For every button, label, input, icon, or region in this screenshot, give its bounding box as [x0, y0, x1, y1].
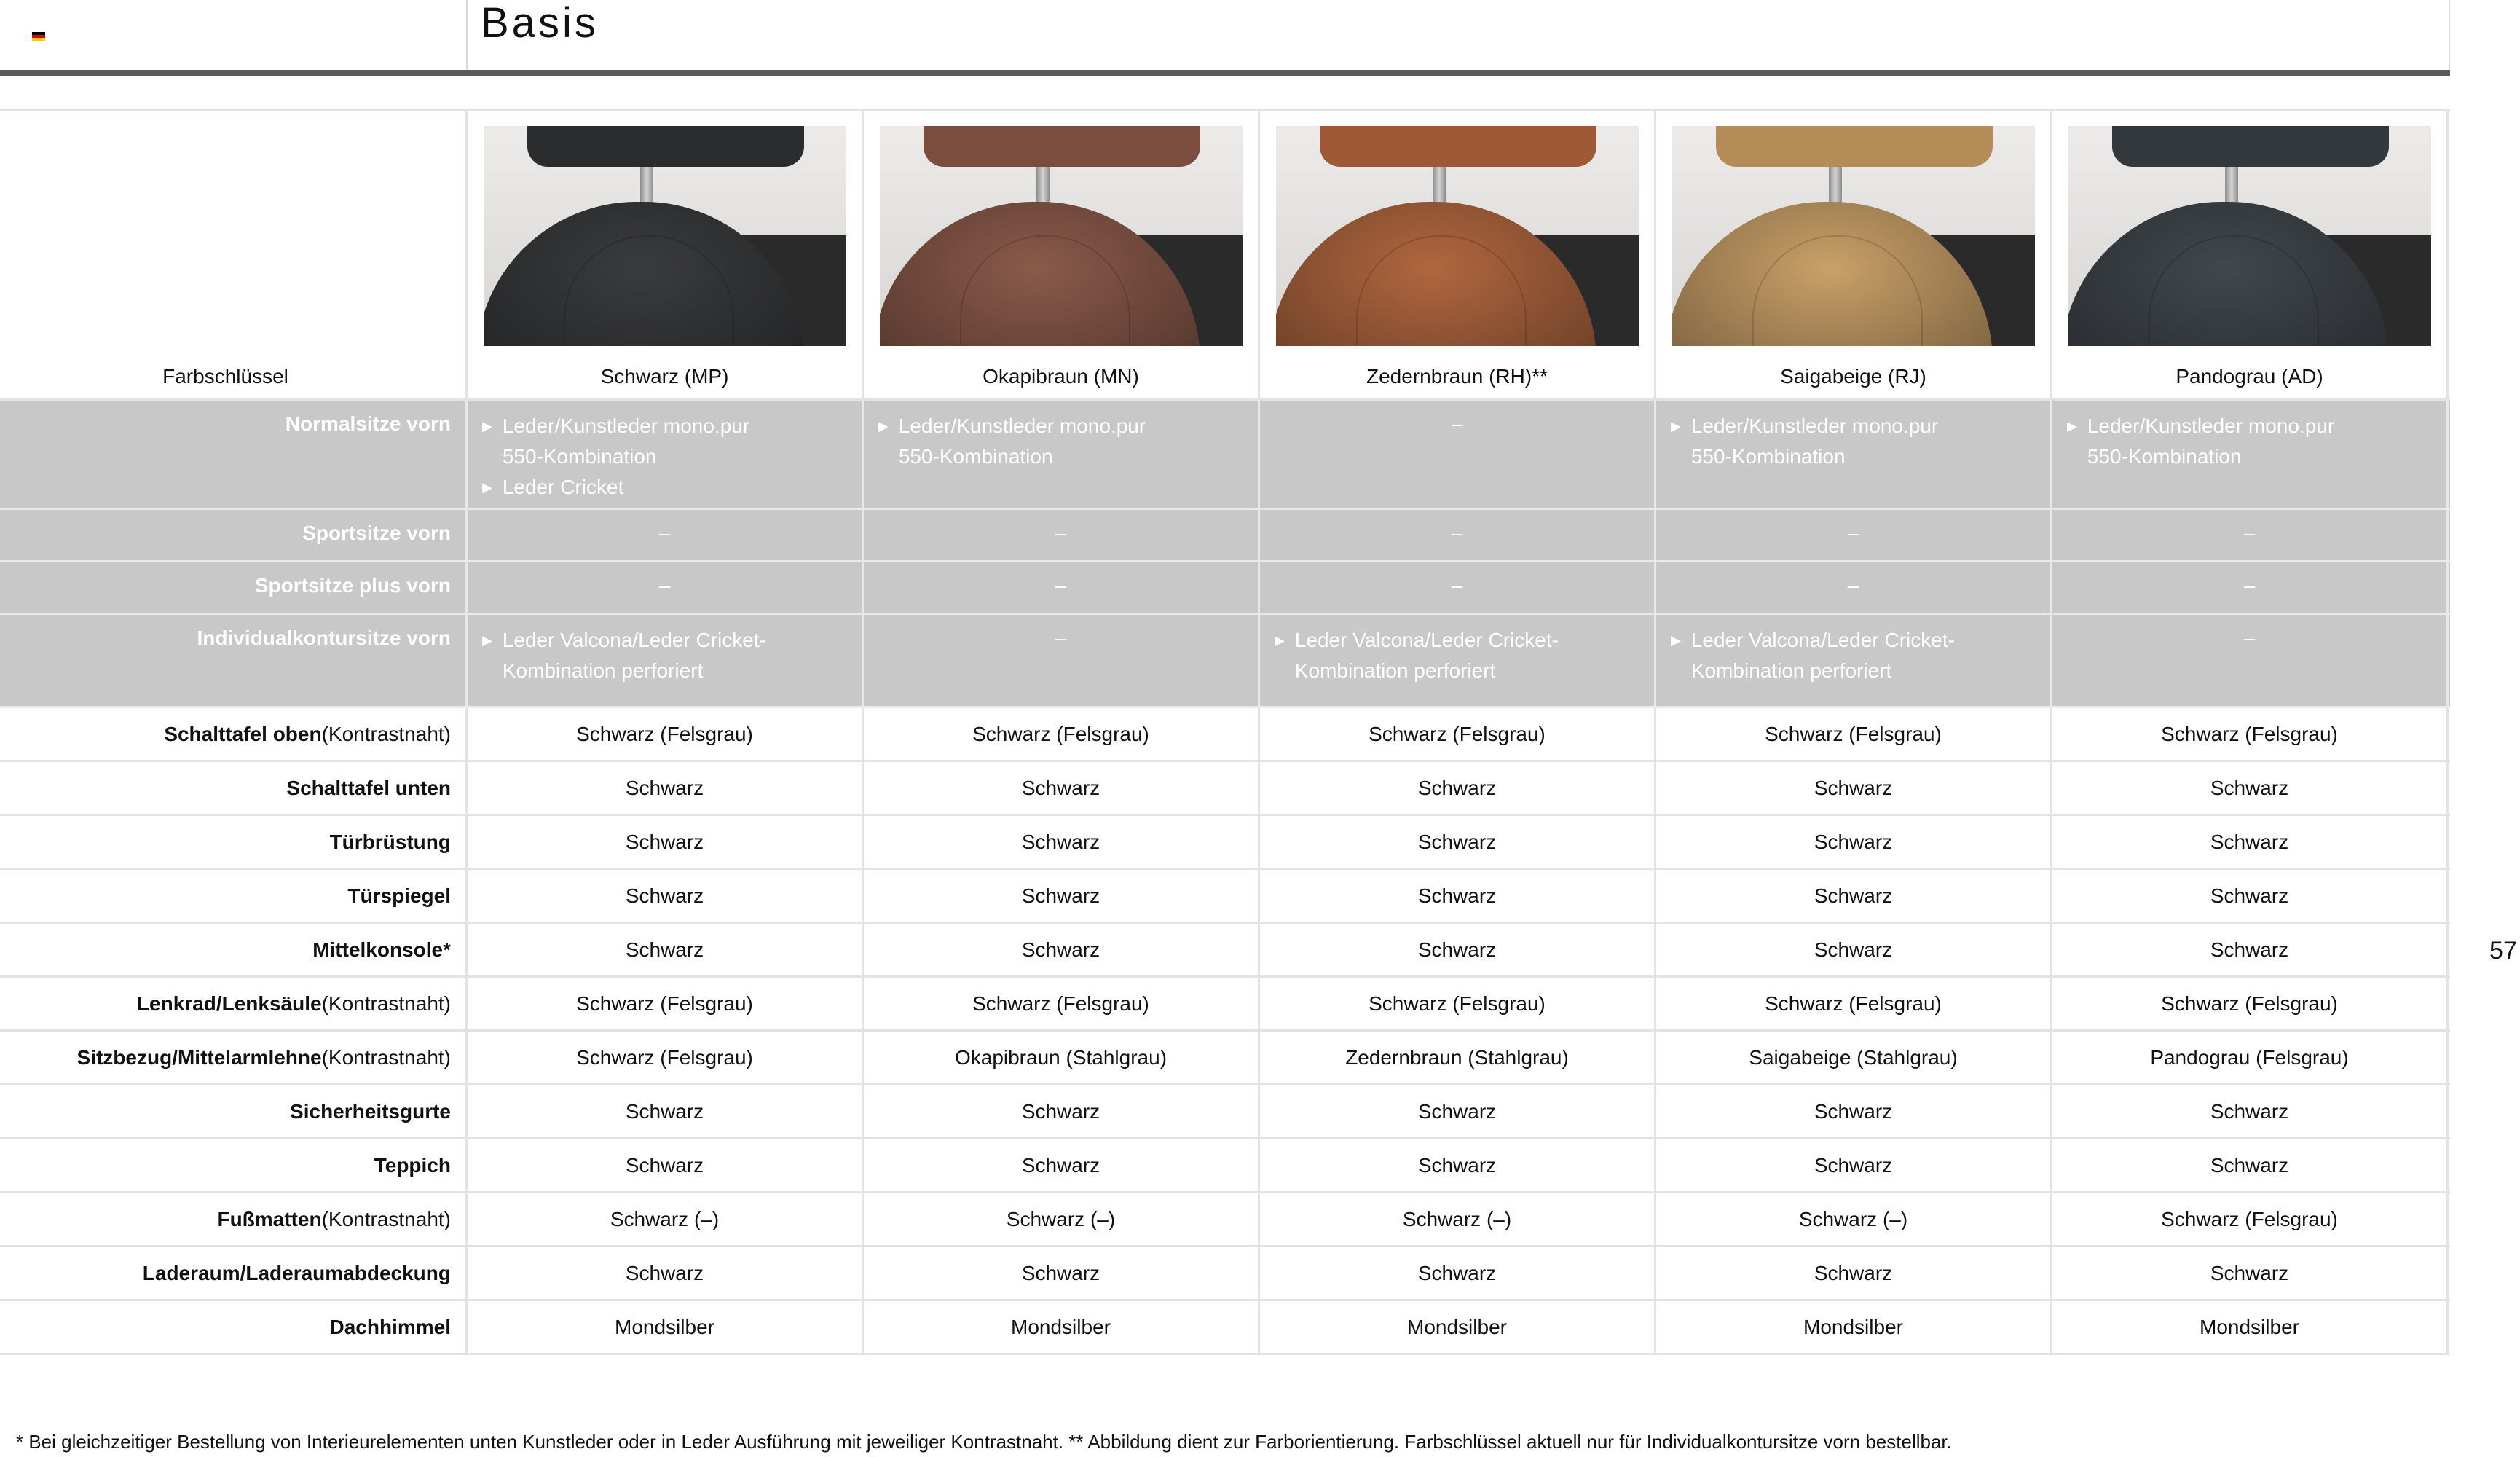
- bullet-text: Leder/Kunstleder mono.pur: [502, 415, 750, 437]
- bullet-text: Kombination perforiert: [1294, 659, 1496, 682]
- bullet-text: Leder Valcona/Leder Cricket-: [1690, 629, 1955, 651]
- table-cell: Schwarz: [468, 1085, 864, 1137]
- table-cell: Schwarz (Felsgrau): [2052, 978, 2449, 1029]
- bullet-item: [1671, 625, 1955, 656]
- bullet-item: [482, 656, 703, 686]
- row-label: [0, 1193, 468, 1245]
- bullet-item: [482, 472, 623, 503]
- bullet-arrow-icon: ▶: [482, 633, 492, 648]
- bullet-text: Leder Valcona/Leder Cricket-: [502, 629, 766, 651]
- bullet-text: 550-Kombination: [1690, 445, 1846, 468]
- table-cell: Schwarz (Felsgrau): [468, 708, 864, 760]
- table-cell: Schwarz: [2052, 870, 2449, 922]
- bullet-arrow-icon: ▶: [1671, 419, 1681, 433]
- bullet-item: [1671, 411, 1938, 441]
- flag-icon: [32, 32, 45, 41]
- table-cell: Schwarz: [864, 1247, 1260, 1299]
- table-cell: Schwarz (Felsgrau): [468, 978, 864, 1029]
- row-label: [0, 978, 468, 1029]
- table-cell: –: [2052, 510, 2449, 560]
- row-label-main: Mittelkonsole*: [312, 938, 451, 961]
- bullet-text: 550-Kombination: [502, 445, 657, 468]
- column-name: Schwarz (MP): [600, 365, 729, 388]
- row-label-main: Schalttafel unten: [286, 776, 451, 799]
- bullet-item: [1275, 656, 1495, 686]
- row-label: [0, 1032, 468, 1083]
- table-cell: Schwarz (–): [1656, 1193, 2052, 1245]
- table-cell: –: [1656, 562, 2052, 613]
- table-cell: Schwarz: [1260, 1139, 1656, 1191]
- column-header: [468, 111, 864, 398]
- bullet-text: Leder/Kunstleder mono.pur: [1690, 415, 1939, 437]
- table-cell: [864, 401, 1260, 508]
- color-table: [0, 109, 2450, 1355]
- seat-image: [2068, 126, 2431, 346]
- table-cell: –: [864, 615, 1260, 706]
- bullet-item: [2067, 411, 2334, 441]
- table-cell: Schwarz: [1656, 1247, 2052, 1299]
- column-name: Zedernbraun (RH)**: [1366, 365, 1548, 388]
- table-cell: Schwarz: [1260, 924, 1656, 975]
- table-cell: [1656, 615, 2052, 706]
- page-number: 57: [2489, 937, 2517, 965]
- bullet-text: 550-Kombination: [2087, 445, 2242, 468]
- table-row-seat-option: [0, 562, 2450, 615]
- table-cell: Mondsilber: [864, 1301, 1260, 1353]
- table-cell: Schwarz: [1656, 816, 2052, 868]
- row-label: [0, 816, 468, 868]
- bullet-arrow-icon: ▶: [878, 419, 889, 433]
- bullet-arrow-icon: ▶: [2067, 419, 2077, 433]
- header-divider-right: [2449, 0, 2450, 70]
- column-name: Pandograu (AD): [2176, 365, 2323, 388]
- bullet-item: [482, 625, 766, 656]
- row-label: [0, 762, 468, 814]
- row-label-main: Dachhimmel: [329, 1315, 451, 1338]
- table-cell: Schwarz (Felsgrau): [1260, 978, 1656, 1029]
- table-cell: Okapibraun (Stahlgrau): [864, 1032, 1260, 1083]
- table-cell: Schwarz: [864, 816, 1260, 868]
- row-label-main: Türbrüstung: [329, 830, 451, 853]
- bullet-arrow-icon: ▶: [1671, 633, 1681, 648]
- row-label: [0, 1085, 468, 1137]
- table-cell: Zedernbraun (Stahlgrau): [1260, 1032, 1656, 1083]
- table-cell: Schwarz: [2052, 762, 2449, 814]
- row-label-main: Schalttafel oben: [164, 722, 322, 745]
- column-header: [2052, 111, 2449, 398]
- bullet-item: [2067, 441, 2242, 472]
- bullet-item: [878, 441, 1053, 472]
- column-name: Okapibraun (MN): [983, 365, 1139, 388]
- table-row: [0, 762, 2450, 816]
- table-cell: [1656, 401, 2052, 508]
- row-label: [0, 870, 468, 922]
- row-label-main: Laderaum/Laderaumabdeckung: [142, 1261, 451, 1284]
- table-row-seat-option: [0, 401, 2450, 510]
- table-cell: Schwarz: [468, 816, 864, 868]
- header-divider: [466, 0, 468, 70]
- table-cell: –: [1656, 510, 2052, 560]
- table-cell: –: [1260, 401, 1656, 508]
- seat-headrest: [924, 126, 1200, 167]
- table-row: [0, 924, 2450, 978]
- seat-headrest: [1716, 126, 1993, 167]
- table-cell: –: [1260, 562, 1656, 613]
- seat-headrest: [1320, 126, 1596, 167]
- table-cell: Schwarz: [2052, 816, 2449, 868]
- table-cell: Schwarz: [1260, 1247, 1656, 1299]
- table-cell: Schwarz: [2052, 1139, 2449, 1191]
- table-cell: Mondsilber: [1260, 1301, 1656, 1353]
- table-row: [0, 870, 2450, 924]
- table-cell: –: [1260, 510, 1656, 560]
- bullet-text: Leder Cricket: [502, 476, 624, 498]
- bullet-text: Kombination perforiert: [502, 659, 704, 682]
- table-row: [0, 1139, 2450, 1193]
- table-cell: Schwarz (Felsgrau): [1260, 708, 1656, 760]
- table-cell: –: [864, 562, 1260, 613]
- bullet-text: Leder/Kunstleder mono.pur: [898, 415, 1146, 437]
- table-row-seat-option: [0, 510, 2450, 562]
- table-cell: Saigabeige (Stahlgrau): [1656, 1032, 2052, 1083]
- bullet-item: [1275, 625, 1559, 656]
- table-cell: Schwarz: [1260, 1085, 1656, 1137]
- table-cell: Schwarz (Felsgrau): [864, 708, 1260, 760]
- bullet-text: Leder/Kunstleder mono.pur: [2087, 415, 2335, 437]
- table-cell: Schwarz: [468, 924, 864, 975]
- table-cell: Schwarz (Felsgrau): [1656, 978, 2052, 1029]
- page-title: Basis: [481, 0, 599, 47]
- bullet-arrow-icon: ▶: [482, 480, 492, 495]
- table-cell: Schwarz: [1656, 762, 2052, 814]
- seat-headrest: [2112, 126, 2389, 167]
- column-header: [1656, 111, 2052, 398]
- row-label-main: Sicherheitsgurte: [290, 1099, 451, 1123]
- bullet-item: [482, 411, 749, 441]
- table-cell: Schwarz (–): [468, 1193, 864, 1245]
- table-cell: Schwarz: [1260, 762, 1656, 814]
- table-cell: Schwarz (Felsgrau): [864, 978, 1260, 1029]
- table-cell: Schwarz: [468, 1139, 864, 1191]
- table-cell: Schwarz: [468, 1247, 864, 1299]
- table-cell: –: [2052, 562, 2449, 613]
- bullet-text: 550-Kombination: [898, 445, 1053, 468]
- table-cell: Mondsilber: [468, 1301, 864, 1353]
- table-cell: Schwarz (Felsgrau): [1656, 708, 2052, 760]
- row-label: [0, 1139, 468, 1191]
- table-cell: Schwarz: [1656, 924, 2052, 975]
- column-header: [864, 111, 1260, 398]
- row-label-suffix: (Kontrastnaht): [321, 991, 451, 1015]
- bullet-item: [1671, 656, 1891, 686]
- row-label-main: Lenkrad/Lenksäule: [136, 991, 322, 1015]
- table-cell: Schwarz (Felsgrau): [468, 1032, 864, 1083]
- table-row: [0, 978, 2450, 1032]
- table-cell: Schwarz: [1260, 816, 1656, 868]
- table-row: [0, 1032, 2450, 1085]
- header-rule: [0, 70, 2450, 76]
- row-label-main: Sitzbezug/Mittelarmlehne: [76, 1045, 322, 1069]
- row-label-suffix: (Kontrastnaht): [321, 1045, 451, 1069]
- bullet-item: [878, 411, 1146, 441]
- table-cell: Schwarz (–): [1260, 1193, 1656, 1245]
- table-cell: Mondsilber: [1656, 1301, 2052, 1353]
- table-cell: Mondsilber: [2052, 1301, 2449, 1353]
- table-cell: Schwarz: [468, 762, 864, 814]
- table-cell: –: [864, 510, 1260, 560]
- table-cell: [1260, 615, 1656, 706]
- table-cell: Schwarz (Felsgrau): [2052, 1193, 2449, 1245]
- row-label-main: Fußmatten: [217, 1207, 322, 1230]
- bullet-text: Leder Valcona/Leder Cricket-: [1294, 629, 1559, 651]
- header-left-area: [0, 0, 466, 70]
- table-cell: [468, 401, 864, 508]
- row-label-main: Türspiegel: [347, 884, 451, 907]
- table-cell: Schwarz: [468, 870, 864, 922]
- table-cell: Schwarz: [2052, 1247, 2449, 1299]
- table-cell: [468, 615, 864, 706]
- seat-image: [1276, 126, 1639, 346]
- row-label-main: Teppich: [374, 1153, 451, 1177]
- table-row: [0, 708, 2450, 762]
- row-label: Farbschlüssel: [0, 111, 468, 398]
- table-cell: Schwarz (Felsgrau): [2052, 708, 2449, 760]
- seat-image: [880, 126, 1243, 346]
- table-cell: Schwarz (–): [864, 1193, 1260, 1245]
- bullet-item: [1671, 441, 1846, 472]
- table-row-color-key: [0, 109, 2450, 401]
- table-cell: Schwarz: [864, 1085, 1260, 1137]
- table-cell: –: [468, 562, 864, 613]
- row-label: [0, 1301, 468, 1353]
- table-cell: Schwarz: [1656, 1085, 2052, 1137]
- seat-headrest: [527, 126, 804, 167]
- table-cell: Pandograu (Felsgrau): [2052, 1032, 2449, 1083]
- column-name: Saigabeige (RJ): [1780, 365, 1926, 388]
- row-label: [0, 708, 468, 760]
- table-row: [0, 1301, 2450, 1355]
- bullet-arrow-icon: ▶: [1275, 633, 1285, 648]
- table-row: [0, 1193, 2450, 1247]
- table-cell: –: [2052, 615, 2449, 706]
- table-row: [0, 1247, 2450, 1301]
- row-label: Sportsitze vorn: [0, 510, 468, 560]
- table-row: [0, 1085, 2450, 1139]
- row-label: Individualkontursitze vorn: [0, 615, 468, 706]
- table-cell: –: [468, 510, 864, 560]
- table-row-seat-option: [0, 615, 2450, 708]
- column-header: [1260, 111, 1656, 398]
- table-cell: Schwarz: [864, 924, 1260, 975]
- bullet-text: Kombination perforiert: [1690, 659, 1892, 682]
- table-cell: Schwarz: [1656, 870, 2052, 922]
- seat-image: [1672, 126, 2035, 346]
- row-label-suffix: (Kontrastnaht): [321, 722, 451, 745]
- bullet-arrow-icon: ▶: [482, 419, 492, 433]
- table-row: [0, 816, 2450, 870]
- footnote: * Bei gleichzeitiger Bestellung von Interieurelementen unten Kunstleder oder in Leder Ausführung mit jeweiliger Kontrastnaht. ** Abbildung dient zur Farborientierung. Farbschlüssel aktuell nur für Individualkontursitze vorn bestellbar.: [16, 1431, 1952, 1453]
- table-cell: Schwarz: [864, 1139, 1260, 1191]
- seat-image: [484, 126, 846, 346]
- row-label: Normalsitze vorn: [0, 401, 468, 508]
- row-label: Sportsitze plus vorn: [0, 562, 468, 613]
- table-cell: Schwarz: [1656, 1139, 2052, 1191]
- table-cell: Schwarz: [2052, 924, 2449, 975]
- table-cell: Schwarz: [864, 762, 1260, 814]
- bullet-item: [482, 441, 657, 472]
- table-cell: Schwarz: [2052, 1085, 2449, 1137]
- row-label: [0, 1247, 468, 1299]
- table-cell: [2052, 401, 2449, 508]
- table-cell: Schwarz: [864, 870, 1260, 922]
- table-cell: Schwarz: [1260, 870, 1656, 922]
- row-label-suffix: (Kontrastnaht): [321, 1207, 451, 1230]
- row-label: [0, 924, 468, 975]
